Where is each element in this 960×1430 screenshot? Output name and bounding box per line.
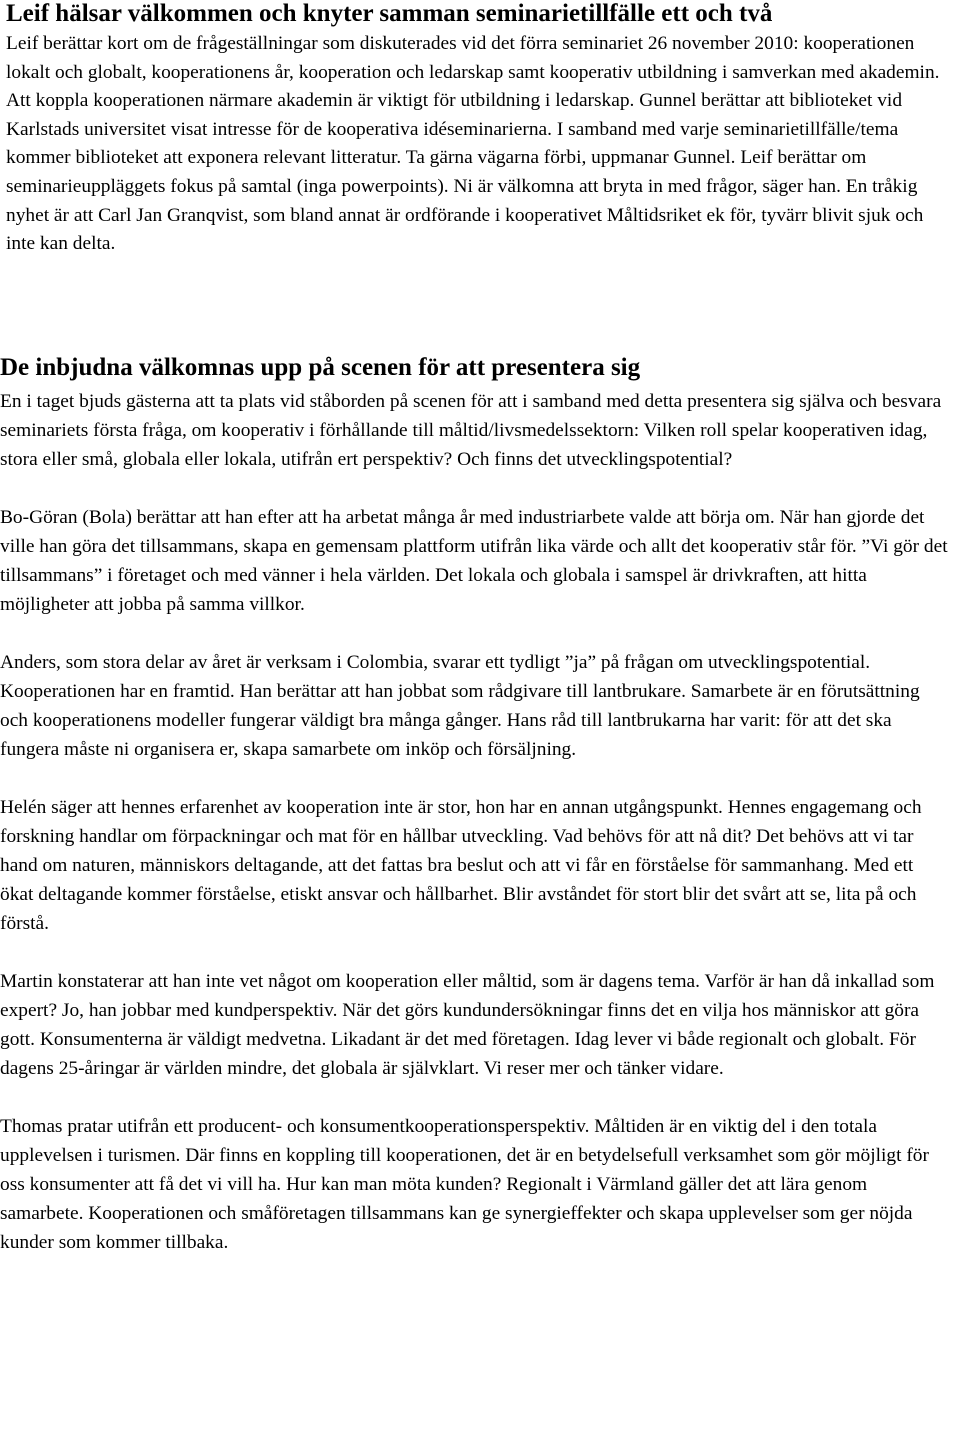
guest-paragraph-helen: Helén säger att hennes erfarenhet av kooperation inte är stor, hon har en annan utgångspunkt. Hennes engagemang och forskning handlar om förpackningar och mat för en hållbar utveckling. Vad behövs för att nå dit? Det behövs att vi tar hand om naturen, människors deltagande, att det fattas bra beslut och att vi får en förståelse för sammanhang. Med ett ökat deltagande kommer förståelse, etiskt ansvar och hållbarhet. Blir avståndet för stort blir det svårt att se, lita på och förstå. bbox=[0, 797, 922, 934]
guest-paragraph-anders: Anders, som stora delar av året är verksam i Colombia, svarar ett tydligt ”ja” på frågan om utvecklingspotential. Kooperationen har en framtid. Han berättar att han jobbat som rådgivare till lantbrukare. Samarbete är en förutsättning och kooperationens modeller fungerar väldigt bra många gånger. Hans råd till lantbrukarna har varit: för att det ska fungera måste ni organisera er, skapa samarbete om inköp och försäljning. bbox=[0, 652, 920, 760]
guests-section-body bbox=[0, 387, 948, 1286]
section-heading-guests: De inbjudna välkomnas upp på scenen för att presentera sig bbox=[0, 354, 641, 381]
guest-paragraph-martin: Martin konstaterar att han inte vet något om kooperation eller måltid, som är dagens tema. Varför är han då inkallad som expert? Jo, han jobbar med kundperspektiv. När det görs kundundersökningar finns det en vilja hos människor att göra gott. Konsumenterna är väldigt medvetna. Likadant är det med företagen. Idag lever vi både regionalt och globalt. För dagens 25-åringar är världen mindre, det globala är självklart. Vi reser mer och tänker vidare. bbox=[0, 971, 935, 1079]
document-page bbox=[6, 0, 954, 259]
section-heading-welcome: Leif hälsar välkommen och knyter samman seminarietillfälle ett och två bbox=[6, 0, 773, 27]
guest-paragraph-bo-goran: Bo-Göran (Bola) berättar att han efter att ha arbetat många år med industriarbete valde att börja om. När han gjorde det ville han göra det tillsammans, skapa en gemensam plattform utifrån lika värde och allt det kooperativ står för. ”Vi gör det tillsammans” i företaget och med vänner i hela världen. Det lokala och globala i samspel är drivkraften, att hitta möjligheter att jobba på samma villkor. bbox=[0, 507, 948, 615]
guest-paragraph-thomas: Thomas pratar utifrån ett producent- och konsumentkooperationsperspektiv. Måltiden är en viktig del i den totala upplevelsen i turismen. Där finns en koppling till kooperationen, det är en betydelsefull verksamhet som gör möjligt för oss konsumenter att få det vi vill ha. Hur kan man möta kunden? Regionalt i Värmland gäller det att lära genom samarbete. Kooperationen och småföretagen tillsammans kan ge synergieffekter och skapa upplevelser som ger nöjda kunder som kommer tillbaka. bbox=[0, 1116, 929, 1253]
welcome-paragraph: Leif berättar kort om de frågeställningar som diskuterades vid det förra seminariet 26 november 2010: kooperationen lokalt och globalt, kooperationens år, kooperation och ledarskap samt kooperativ utbildning i samverkan med akademin. Att koppla kooperationen närmare akademin är viktigt för utbildning i ledarskap. Gunnel berättar att biblioteket vid Karlstads universitet visat intresse för de kooperativa idéseminarierna. I samband med varje seminarietillfälle/tema kommer biblioteket att exponera relevant litteratur. Ta gärna vägarna förbi, uppmanar Gunnel. Leif berättar om seminarieuppläggets fokus på samtal (inga powerpoints). Ni är välkomna att bryta in med frågor, säger han. En tråkig nyhet är att Carl Jan Granqvist, som bland annat är ordförande i kooperativet Måltidsriket ek för, tyvärr blivit sjuk och inte kan delta. bbox=[6, 33, 940, 255]
guests-intro-paragraph: En i taget bjuds gästerna att ta plats vid ståborden på scenen för att i samband med detta presentera sig själva och besvara seminariets första fråga, om kooperativ i förhållande till måltid/livsmedelssektorn: Vilken roll spelar kooperativen idag, stora eller små, globala eller lokala, utifrån ert perspektiv? Och finns det utvecklingspotential? bbox=[0, 391, 942, 470]
